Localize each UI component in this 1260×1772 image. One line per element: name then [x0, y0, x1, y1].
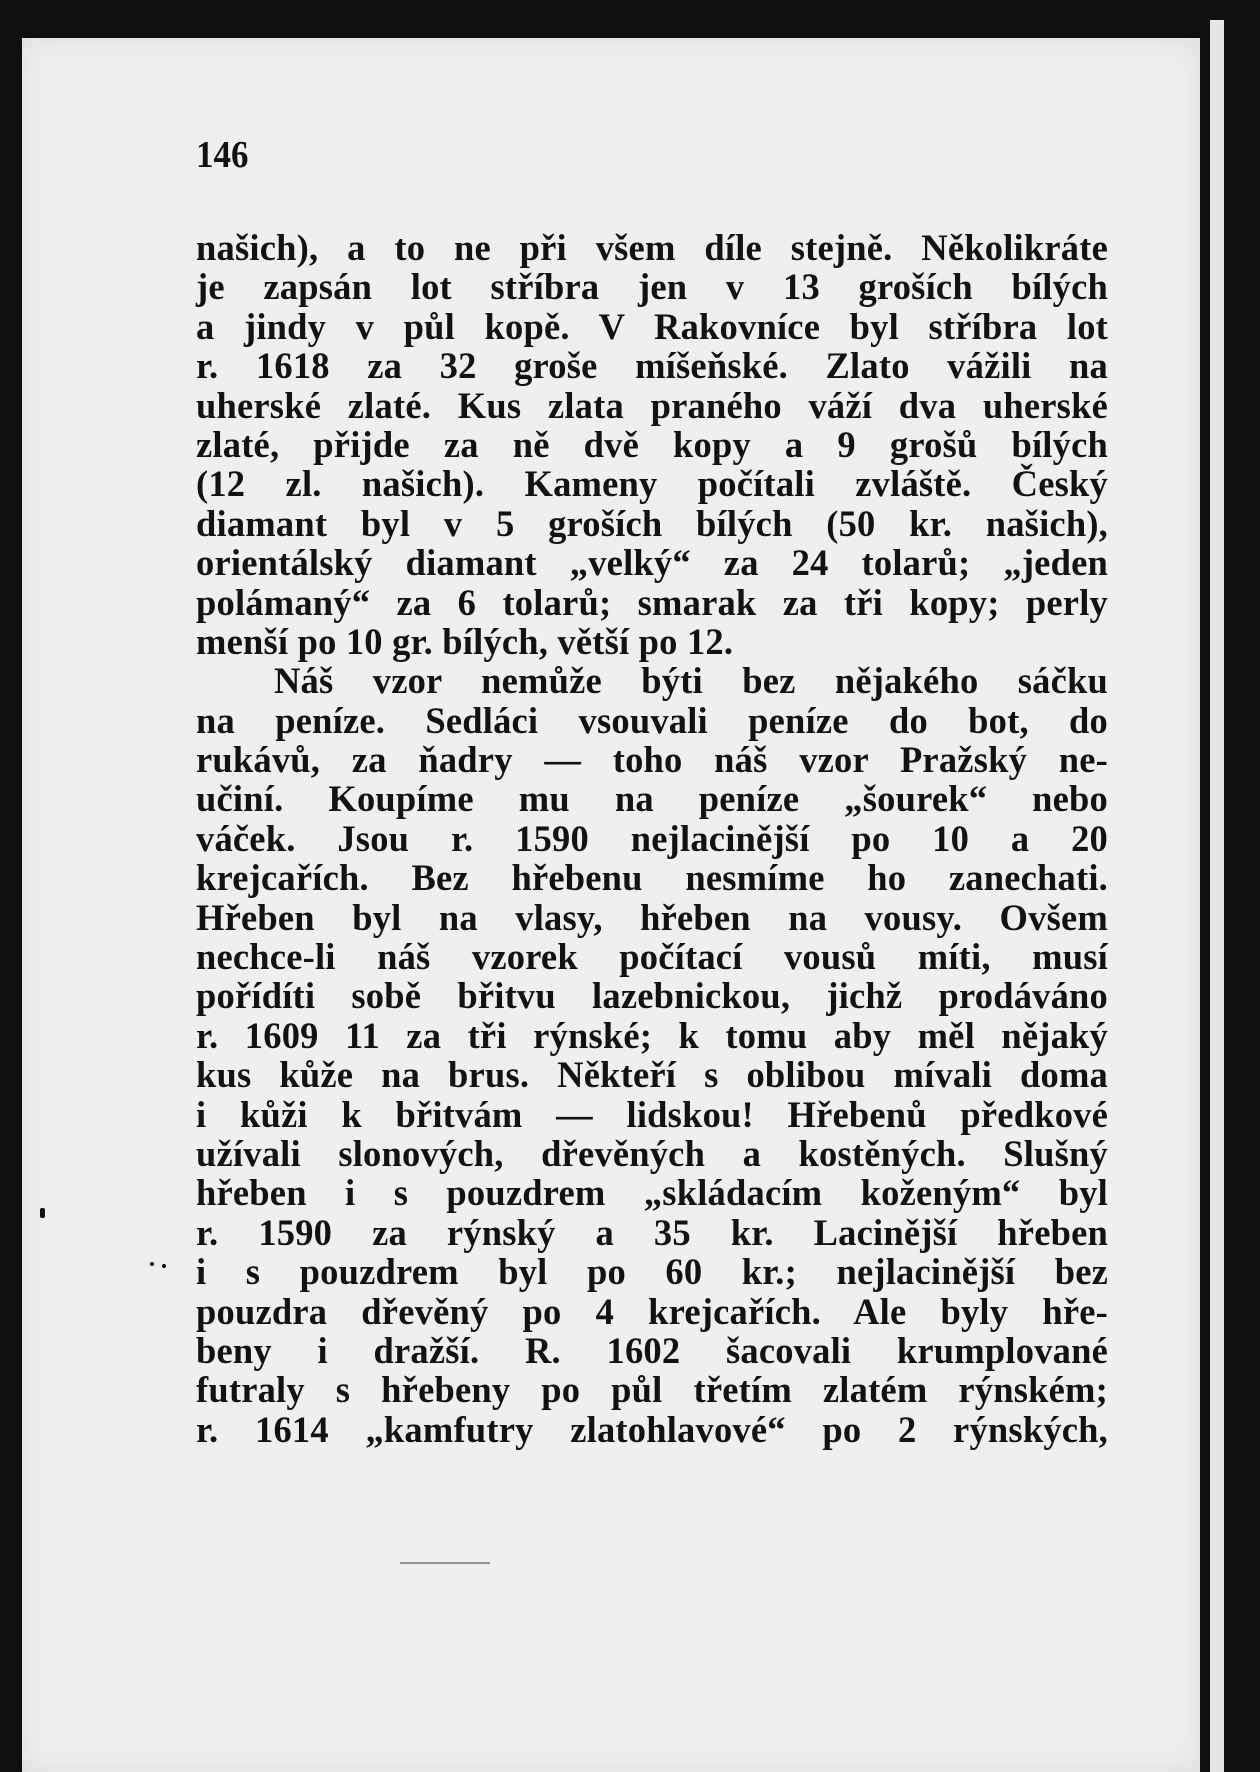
- scan-speck: [40, 1208, 45, 1218]
- text-line: Náš vzor nemůže býti bez nějakého sáčku: [274, 660, 1108, 702]
- text-line: a jindy v půl kopě. V Rakovníce byl stříbra lot: [196, 305, 1108, 347]
- text-line: hřeben i s pouzdrem „skládacím koženým“ byl: [196, 1172, 1108, 1214]
- text-line: učiní. Koupíme mu na peníze „šourek“ nebo: [196, 778, 1108, 820]
- text-line: zlaté, přijde za ně dvě kopy a 9 grošů bílých: [196, 423, 1108, 465]
- text-line: r. 1609 11 za tři rýnské; k tomu aby měl nějaký: [196, 1014, 1108, 1056]
- text-line: pořídíti sobě břitvu lazebnickou, jichž prodáváno: [196, 975, 1108, 1017]
- text-line: r. 1590 za rýnský a 35 kr. Lacinější hřeben: [196, 1211, 1108, 1253]
- text-line: polámaný“ za 6 tolarů; smarak za tři kopy; perly: [196, 581, 1108, 623]
- ink-smudge: [400, 1562, 490, 1564]
- text-line: rukávů, za ňadry — toho náš vzor Pražský ne-: [196, 739, 1108, 781]
- page-number: 146: [196, 134, 249, 176]
- text-line: beny i dražší. R. 1602 šacovali krumplované: [196, 1329, 1108, 1371]
- text-line: nechce-li náš vzorek počítací vousů míti, musí: [196, 936, 1108, 978]
- body-text: [196, 228, 1108, 1449]
- text-line: krejcařích. Bez hřebenu nesmíme ho zanechati.: [196, 857, 1108, 899]
- text-line: kus kůže na brus. Někteří s oblibou mívali doma: [196, 1054, 1108, 1096]
- text-line: váček. Jsou r. 1590 nejlacinější po 10 a 20: [196, 817, 1108, 859]
- text-line: pouzdra dřevěný po 4 krejcařích. Ale byly hře-: [196, 1290, 1108, 1332]
- text-line: r. 1618 za 32 groše míšeňské. Zlato vážili na: [196, 345, 1108, 387]
- text-line: orientálský diamant „velký“ za 24 tolarů; „jeden: [196, 542, 1108, 584]
- text-line: i s pouzdrem byl po 60 kr.; nejlacinější bez: [196, 1251, 1108, 1293]
- text-line: na peníze. Sedláci vsouvali peníze do bot, do: [196, 699, 1108, 741]
- text-line: (12 zl. našich). Kameny počítali zvláště. Český: [196, 463, 1108, 505]
- text-line: je zapsán lot stříbra jen v 13 groších bílých: [196, 266, 1108, 308]
- text-line: i kůži k břitvám — lidskou! Hřebenů předkové: [196, 1093, 1108, 1135]
- text-line: našich), a to ne při všem díle stejně. Několikráte: [196, 227, 1108, 268]
- scan-speck: [162, 1264, 166, 1268]
- text-line: Hřeben byl na vlasy, hřeben na vousy. Ovšem: [196, 896, 1108, 938]
- page-edge-strip: [1210, 20, 1224, 1772]
- text-line: r. 1614 „kamfutry zlatohlavové“ po 2 rýnských,: [196, 1408, 1108, 1450]
- text-line: menší po 10 gr. bílých, větší po 12.: [196, 620, 734, 662]
- scan-speck: [150, 1262, 154, 1266]
- text-line: futraly s hřebeny po půl třetím zlatém rýnském;: [196, 1369, 1108, 1411]
- text-line: diamant byl v 5 groších bílých (50 kr. našich),: [196, 502, 1108, 544]
- text-line: užívali slonových, dřevěných a kostěných. Slušný: [196, 1132, 1108, 1174]
- text-line: uherské zlaté. Kus zlata praného váží dva uherské: [196, 384, 1108, 426]
